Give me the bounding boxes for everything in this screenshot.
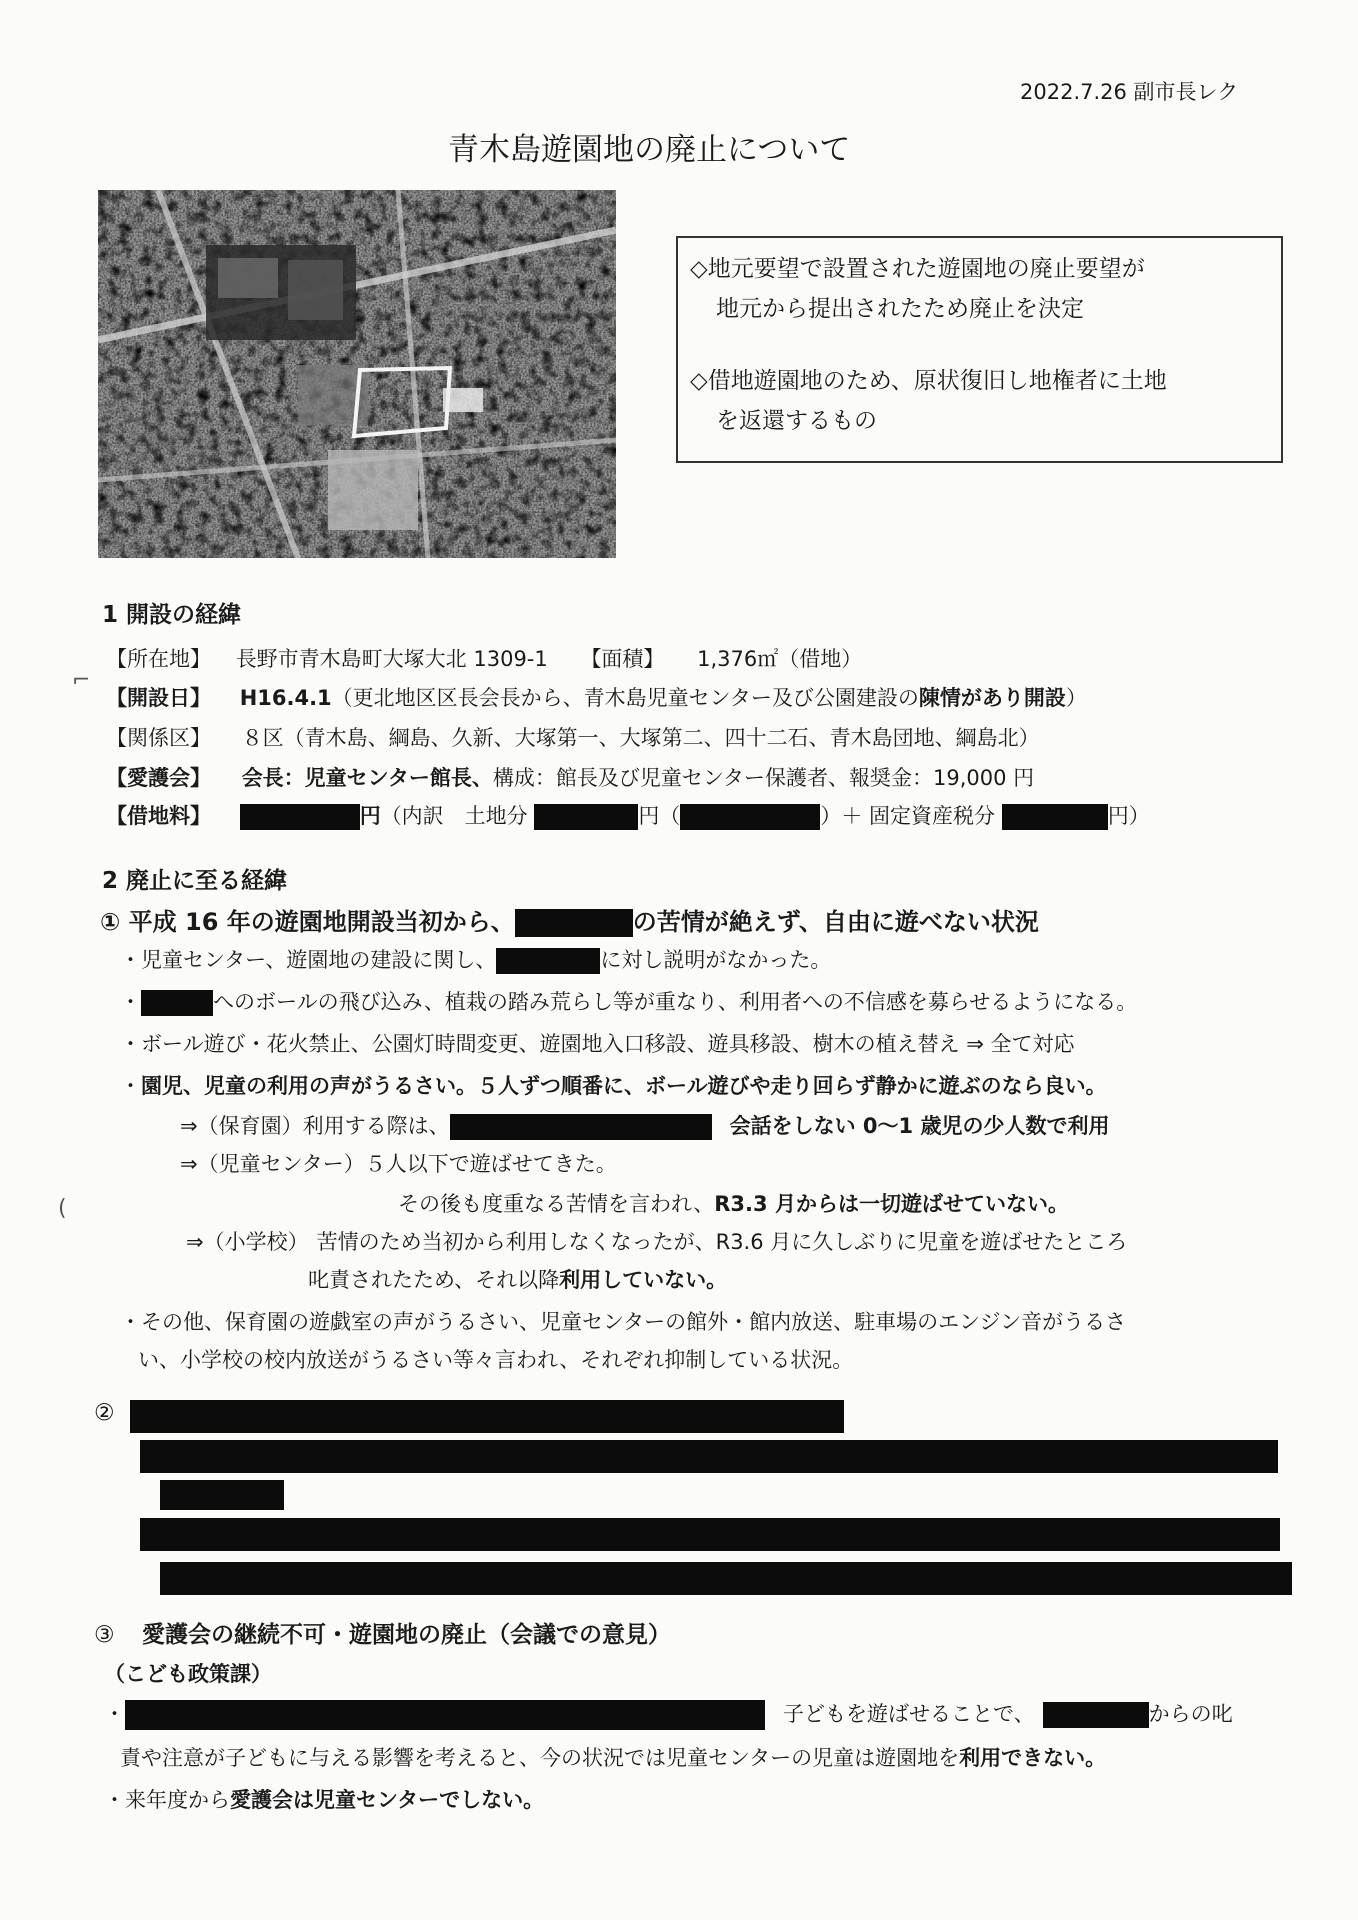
item-1-heading: ① 平成 16 年の遊園地開設当初から、 の苦情が絶えず、自由に遊べない状況 xyxy=(100,908,1039,936)
item-1-bullet-1: ・児童センター、遊園地の建設に関し、 に対し説明がなかった。 xyxy=(120,948,832,972)
redaction-bar xyxy=(534,804,638,830)
item-1-bullet-4: ・園児、児童の利用の声がうるさい。５人ずつ順番に、ボール遊びや走り回らず静かに遊ぶのなら良い。 xyxy=(120,1074,1107,1098)
document-date: 2022.7.26 副市長レク xyxy=(1020,80,1239,104)
section-2-heading: 2 廃止に至る経緯 xyxy=(102,868,288,894)
redaction-bar xyxy=(1002,804,1108,830)
scan-mark: ⌐ xyxy=(72,668,91,693)
item-3-heading: 愛護会の継続不可・遊園地の廃止（会議での意見） xyxy=(142,1622,671,1648)
redaction-bar xyxy=(160,1480,284,1510)
rent-row: 【借地料】 円（内訳 土地分 円（ ）＋ 固定資産税分 円） xyxy=(106,804,1150,828)
item-1-sub-3: ⇒（小学校） 苦情のため当初から利用しなくなったが、R3.6 月に久しぶりに児童を遊ばせたところ xyxy=(186,1230,1128,1254)
diamond-icon: ◇ xyxy=(690,256,708,282)
redaction-bar xyxy=(130,1400,844,1433)
location-row: 【所在地】 長野市青木島町大塚大北 1309-1 【面積】 1,376㎡（借地） xyxy=(106,647,863,671)
page-title: 青木島遊園地の廃止について xyxy=(448,132,851,168)
item-3-department: （こども政策課） xyxy=(104,1662,272,1686)
districts-row: 【関係区】 ８区（青木島、綱島、久新、大塚第一、大塚第二、四十二石、青木島団地、綱島北） xyxy=(106,726,1040,750)
item-1-sub-2: ⇒（児童センター）５人以下で遊ばせてきた。 xyxy=(180,1152,617,1176)
redaction-bar xyxy=(680,804,820,830)
item-3-marker: ③ xyxy=(94,1622,115,1648)
item-2-marker: ② xyxy=(94,1400,115,1426)
item-1-bullet-5-cont: い、小学校の校内放送がうるさい等々言われ、それぞれ抑制している状況。 xyxy=(138,1348,854,1372)
aerial-photo xyxy=(98,190,616,558)
diamond-icon: ◇ xyxy=(690,368,708,394)
item-1-sub-1: ⇒（保育園）利用する際は、 会話をしない 0〜1 歳児の少人数で利用 xyxy=(180,1114,1110,1138)
section-1-heading: 1 開設の経緯 xyxy=(102,602,242,628)
item-3-bullet-2: ・来年度から愛護会は児童センターでしない。 xyxy=(104,1788,545,1812)
scan-mark: ( xyxy=(58,1196,67,1221)
summary-box xyxy=(676,236,1283,463)
redaction-bar xyxy=(140,1440,1278,1473)
opening-row: 【開設日】 H16.4.1（更北地区区長会長から、青木島児童センター及び公園建設の陳情があり開設） xyxy=(106,686,1087,710)
redaction-bar xyxy=(140,1518,1280,1551)
redaction-bar xyxy=(240,804,360,830)
redaction-bar xyxy=(160,1562,1292,1595)
item-1-bullet-2: ・ へのボールの飛び込み、植栽の踏み荒らし等が重なり、利用者への不信感を募らせるようになる。 xyxy=(120,990,1138,1014)
summary-item-2: ◇借地遊園地のため、原状復旧し地権者に土地 xyxy=(690,368,1167,394)
summary-item-1: ◇地元要望で設置された遊園地の廃止要望が xyxy=(690,256,1145,282)
redaction-bar xyxy=(450,1114,712,1140)
summary-item-2-cont: を返還するもの xyxy=(716,408,877,434)
redaction-bar xyxy=(1043,1702,1149,1728)
association-row: 【愛護会】 会長：児童センター館長、構成：館長及び児童センター保護者、報奨金：19,000 円 xyxy=(106,766,1035,790)
item-1-sub-2-cont: その後も度重なる苦情を言われ、R3.3 月からは一切遊ばせていない。 xyxy=(398,1192,1069,1216)
redaction-bar xyxy=(125,1700,765,1730)
item-1-bullet-5: ・その他、保育園の遊戯室の声がうるさい、児童センターの館外・館内放送、駐車場のエンジン音がうるさ xyxy=(120,1310,1127,1334)
redaction-bar xyxy=(496,948,600,974)
redaction-bar xyxy=(141,990,213,1016)
item-3-bullet-1: ・ 子どもを遊ばせることで、 からの叱 xyxy=(104,1700,1233,1730)
item-1-bullet-3: ・ボール遊び・花火禁止、公園灯時間変更、遊園地入口移設、遊具移設、樹木の植え替え ⇒ 全て対応 xyxy=(120,1032,1075,1056)
item-1-sub-3-cont: 叱責されたため、それ以降利用していない。 xyxy=(308,1268,728,1292)
summary-item-1-cont: 地元から提出されたため廃止を決定 xyxy=(716,296,1084,322)
item-3-bullet-1-cont: 責や注意が子どもに与える影響を考えると、今の状況では児童センターの児童は遊園地を利用できない。 xyxy=(120,1746,1107,1770)
redaction-bar xyxy=(515,909,633,937)
